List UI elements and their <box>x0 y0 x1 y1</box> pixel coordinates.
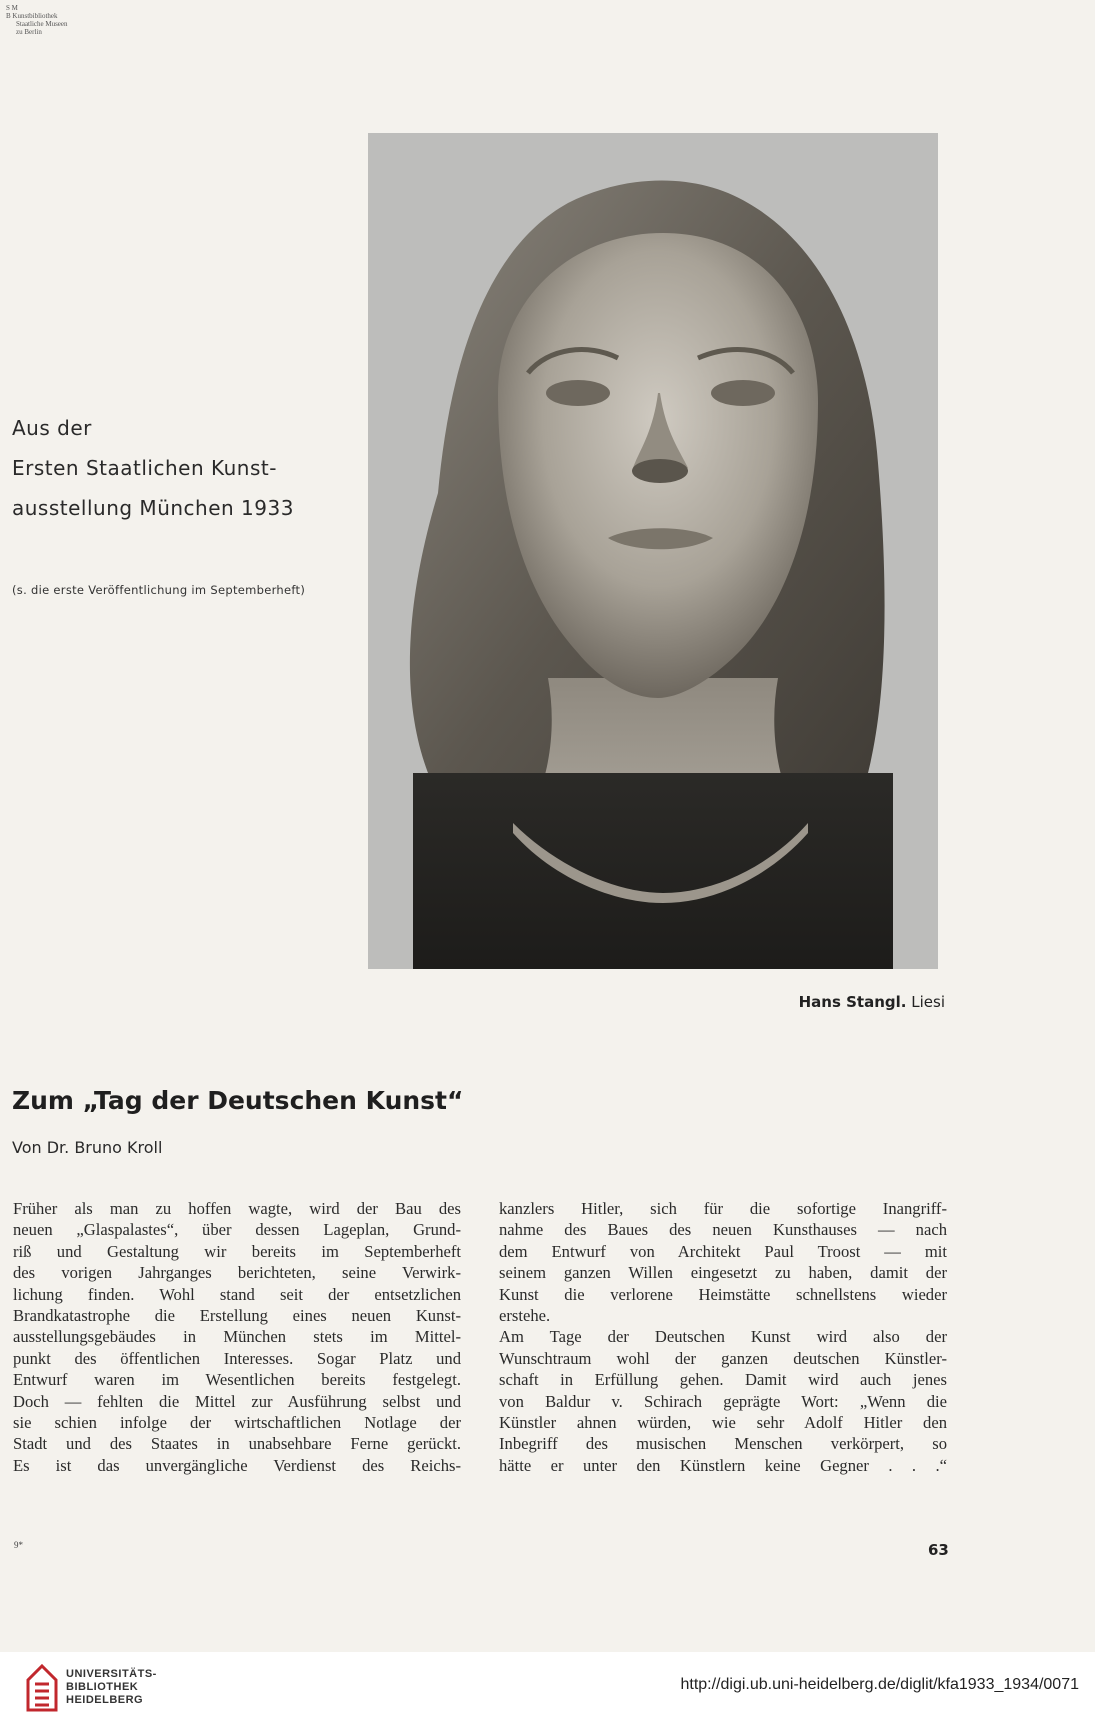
photo-caption <box>799 993 945 1011</box>
stamp-line: zu Berlin <box>16 28 42 36</box>
library-name-line: HEIDELBERG <box>66 1694 144 1706</box>
text-line: Wunschtraum wohl der ganzen deutschen Künstler- <box>499 1348 947 1368</box>
text-line: Es ist das unvergängliche Verdienst des Reichs- <box>13 1455 461 1475</box>
exhibition-title <box>12 408 342 528</box>
text-line: schaft in Erfüllung gehen. Damit wird auch jenes <box>499 1370 947 1390</box>
library-name-line: UNIVERSITÄTS- <box>66 1668 157 1680</box>
text-line: Künstler ahnen würden, wie sehr Adolf Hitler den <box>499 1413 947 1433</box>
article-column-left <box>13 1198 461 1476</box>
reference-note: (s. die erste Veröffentlichung im Septemberheft) <box>12 583 306 597</box>
exhibition-title-line: Ersten Staatlichen Kunst- <box>12 456 277 480</box>
caption-artist: Hans Stangl. <box>798 993 907 1011</box>
exhibition-title-line: ausstellung München 1933 <box>12 496 294 520</box>
library-name <box>66 1668 157 1707</box>
university-library-logo-icon[interactable] <box>26 1664 58 1712</box>
sculpture-photograph <box>368 133 938 969</box>
text-line: ausstellungsgebäudes in München stets im Mittel- <box>13 1327 461 1347</box>
text-line: lichung finden. Wohl stand seit der entsetzlichen <box>13 1284 461 1304</box>
signature-mark: 9* <box>14 1540 23 1550</box>
text-line: erstehe. <box>499 1306 551 1326</box>
text-line: neuen „Glaspalastes“, über dessen Lageplan, Grund- <box>13 1220 461 1240</box>
text-line: Doch — fehlten die Mittel zur Ausführung selbst und <box>13 1391 461 1411</box>
text-line: Brandkatastrophe die Erstellung eines neuen Kunst- <box>13 1306 461 1326</box>
text-line: kanzlers Hitler, sich für die sofortige Inangriff- <box>499 1199 947 1218</box>
exhibition-title-line: Aus der <box>12 416 92 440</box>
text-line: dem Entwurf von Architekt Paul Troost — mit <box>499 1241 947 1261</box>
text-line: Früher als man zu hoffen wagte, wird der Bau des <box>13 1199 461 1218</box>
text-line: Entwurf waren im Wesentlichen bereits festgelegt. <box>13 1370 461 1390</box>
text-line: sie schien infolge der wirtschaftlichen Notlage der <box>13 1413 461 1433</box>
text-line: Stadt und des Staates in unabsehbare Ferne gerückt. <box>13 1434 461 1454</box>
permalink-url[interactable]: http://digi.ub.uni-heidelberg.de/diglit/kfa1933_1934/0071 <box>680 1676 1079 1693</box>
text-line: seinem ganzen Willen eingesetzt zu haben, damit der <box>499 1263 947 1283</box>
article-heading: Zum „Tag der Deutschen Kunst“ <box>12 1086 464 1115</box>
text-line: nahme des Baues des neuen Kunsthauses — nach <box>499 1220 947 1240</box>
text-line: riß und Gestaltung wir bereits im Septemberheft <box>13 1241 461 1261</box>
library-stamp <box>6 4 68 36</box>
text-line: von Baldur v. Schirach geprägte Wort: „Wenn die <box>499 1391 947 1411</box>
library-name-line: BIBLIOTHEK <box>66 1681 139 1693</box>
text-line: punkt des öffentlichen Interesses. Sogar Platz und <box>13 1348 461 1368</box>
stamp-line: Staatliche Museen <box>16 20 68 28</box>
pedestal <box>413 773 893 969</box>
text-line: des vorigen Jahrganges berichteten, seine Verwirk- <box>13 1263 461 1283</box>
stamp-line: B Kunstbibliothek <box>6 12 58 20</box>
text-line: Inbegriff des musischen Menschen verkörpert, so <box>499 1434 947 1454</box>
bust-illustration <box>368 133 938 969</box>
text-line: Am Tage der Deutschen Kunst wird also der <box>499 1327 947 1347</box>
text-line: Kunst die verlorene Heimstätte schnellstens wieder <box>499 1284 947 1304</box>
article-column-right <box>499 1198 947 1476</box>
right-eye <box>711 380 775 406</box>
left-eye <box>546 380 610 406</box>
viewer-footer <box>0 1652 1095 1735</box>
article-byline: Von Dr. Bruno Kroll <box>12 1138 163 1157</box>
page-number: 63 <box>928 1541 949 1559</box>
caption-title: Liesi <box>911 993 945 1011</box>
stamp-line: S M <box>6 4 18 12</box>
text-line: hätte er unter den Künstlern keine Gegner . . .“ <box>499 1455 947 1475</box>
